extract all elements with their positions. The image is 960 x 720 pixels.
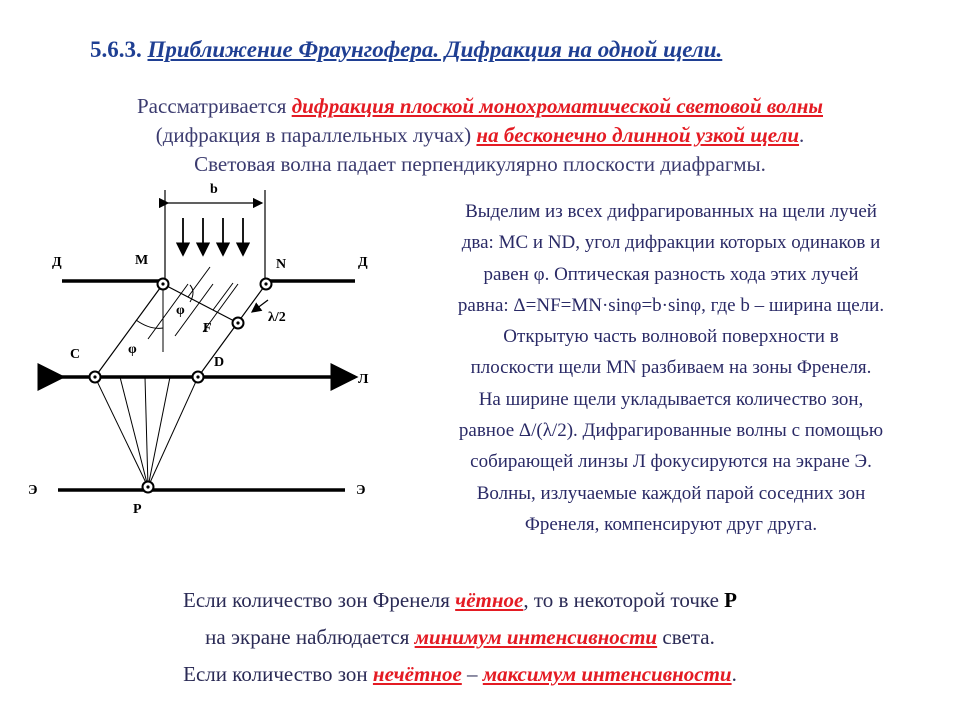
- focus-ray: [145, 377, 148, 487]
- focus-ray: [148, 377, 198, 487]
- label-N: N: [276, 257, 287, 272]
- ray-MC: [95, 284, 163, 377]
- explanation-line: равна: Δ=NF=MN·sinφ=b·sinφ, где b – ширина щели.: [457, 294, 885, 316]
- label-L-right: Л: [358, 372, 369, 387]
- intro-highlight: дифракция плоской монохроматической световой волны: [291, 94, 823, 118]
- lambda-arrow: [252, 300, 268, 312]
- label-E-left: Э: [28, 483, 38, 498]
- explanation-line: Выделим из всех дифрагированных на щели лучей: [465, 201, 877, 222]
- section-title: Приближение Фраунгофера. Дифракция на одной щели.: [147, 37, 723, 62]
- section-number: 5.6.3.: [90, 37, 142, 62]
- focus-ray: [148, 377, 170, 487]
- label-P: P: [133, 502, 142, 517]
- label-C: C: [70, 347, 81, 362]
- conclusion-text: на экране наблюдается: [205, 625, 415, 649]
- label-phi-2: φ: [128, 342, 137, 357]
- explanation-text: [395, 196, 947, 540]
- page-title: [90, 36, 790, 64]
- label-L-left: Л: [42, 372, 53, 387]
- zone-marker: [213, 283, 233, 310]
- explanation-line: плоскости щели MN разбиваем на зоны Френеля.: [470, 357, 872, 379]
- conclusion-text: света.: [657, 625, 715, 649]
- conclusion-text: Если количество зон: [183, 662, 373, 686]
- conclusion-highlight: чётное: [455, 588, 524, 612]
- explanation-line: собирающей линзы Л фокусируются на экране Э.: [470, 451, 872, 473]
- conclusion-point: P: [724, 588, 737, 612]
- explanation-line: На ширине щели укладывается количество зон,: [478, 388, 864, 410]
- conclusion-text: Если количество зон Френеля: [183, 588, 456, 612]
- label-E-right: Э: [356, 483, 366, 498]
- conclusion-highlight: максимум интенсивности: [482, 662, 732, 686]
- intro-line-3: Световая волна падает перпендикулярно плоскости диафрагмы.: [194, 152, 766, 176]
- intro-line-1: [20, 92, 940, 121]
- conclusion-line-2: [30, 622, 890, 652]
- focus-ray: [95, 377, 148, 487]
- intro-text: Рассматривается: [137, 94, 292, 118]
- intro-paragraph: [20, 92, 940, 179]
- conclusion-text: , то в некоторой точке: [523, 588, 725, 612]
- intro-text: .: [799, 123, 805, 147]
- label-b: b: [210, 182, 218, 197]
- conclusion-line-3: [30, 659, 890, 689]
- explanation-line: Открытую часть волновой поверхности в: [503, 326, 839, 348]
- label-phi-1: φ: [176, 303, 185, 318]
- explanation-line: равен φ. Оптическая разность хода этих лучей: [483, 263, 859, 285]
- intro-line-2: [20, 121, 940, 150]
- explanation-line: Френеля, компенсируют друг друга.: [524, 513, 818, 535]
- label-lambda-half: λ/2: [268, 310, 286, 325]
- explanation-line: два: MC и ND, угол дифракции которых одинаков и: [461, 232, 881, 254]
- label-M: M: [135, 253, 149, 268]
- label-F: F: [203, 321, 212, 336]
- intro-highlight: на бесконечно длинной узкой щели: [476, 123, 800, 147]
- conclusion-highlight: минимум интенсивности: [414, 625, 658, 649]
- label-D-right: Д: [358, 255, 368, 270]
- conclusion-text: .: [731, 662, 737, 686]
- slit-diffraction-diagram: [30, 178, 390, 518]
- intro-text: (дифракция в параллельных лучах): [155, 123, 477, 147]
- conclusion-highlight: нечётное: [372, 662, 462, 686]
- explanation-line: Волны, излучаемые каждой парой соседних зон: [476, 482, 866, 504]
- label-D-left: Д: [52, 255, 62, 270]
- label-D: D: [214, 355, 225, 370]
- conclusion-text: –: [461, 662, 483, 686]
- explanation-line: равное Δ/(λ/2). Дифрагированные волны с помощью: [458, 420, 884, 442]
- focus-ray: [120, 377, 148, 487]
- conclusion-line-1: [30, 585, 890, 615]
